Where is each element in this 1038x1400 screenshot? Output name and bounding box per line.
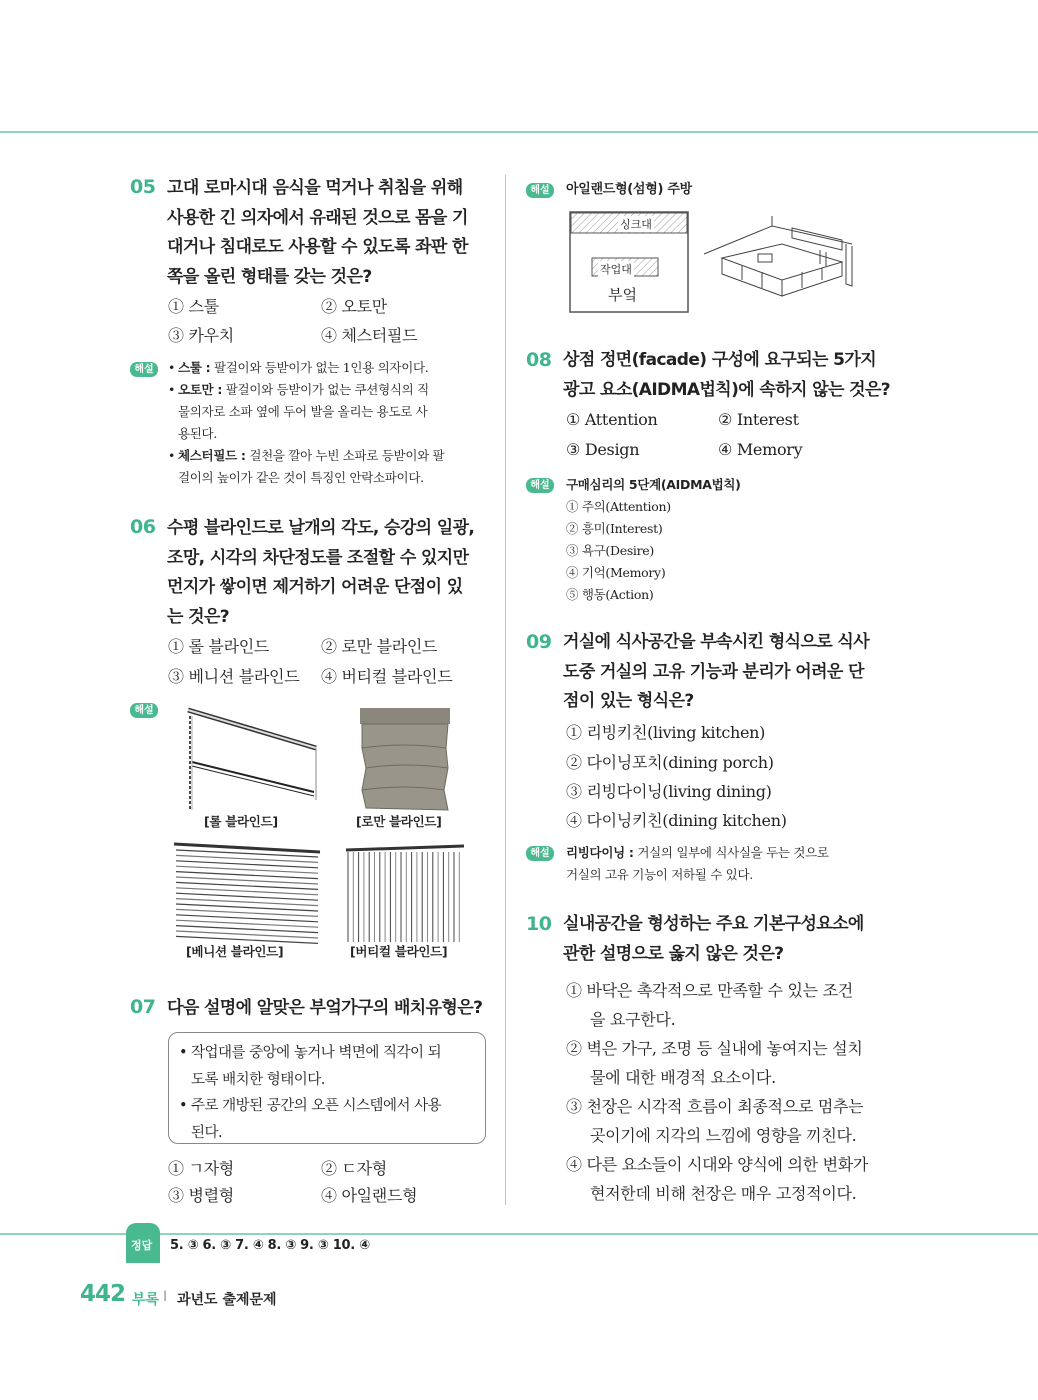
question-number: 05 [130, 176, 156, 198]
explanation-badge: 해설 [130, 362, 158, 377]
option-1[interactable]: ① 바닥은 촉각적으로 만족할 수 있는 조건 을 요구한다. [566, 981, 853, 1029]
caption-vertical-blind: [버티컬 블라인드] [350, 944, 448, 959]
vertical-blind-illustration [344, 844, 468, 944]
question-text: 거실에 식사공간을 부속시킨 형식으로 식사 도중 거실의 고유 기능과 분리가 어려운 단 점이 있는 형식은? [563, 632, 870, 711]
option-3[interactable]: ③ 리빙다이닝(living dining) [566, 782, 772, 801]
option-4[interactable]: ④ 다른 요소들이 시대와 양식에 의한 변화가 현저한데 비해 천장은 매우 고정적이다. [566, 1155, 869, 1203]
option-2[interactable]: ② 오토만 [321, 297, 387, 316]
caption-roll-blind: [롤 블라인드] [204, 814, 278, 829]
option-2[interactable]: ② ㄷ자형 [321, 1159, 387, 1178]
section-label: 부록 [132, 1292, 160, 1308]
venetian-blind-illustration [170, 842, 326, 944]
option-1[interactable]: ① 리빙키친(living kitchen) [566, 723, 766, 742]
section-title: 과년도 출제문제 [177, 1292, 277, 1308]
option-1[interactable]: ① Attention [566, 410, 658, 429]
option-3[interactable]: ③ 병렬형 [168, 1186, 234, 1205]
option-3[interactable]: ③ 베니션 블라인드 [168, 667, 300, 686]
option-3[interactable]: ③ 천장은 시각적 흐름이 최종적으로 멈추는 곳이기에 지각의 느낌에 영향을 끼친다. [566, 1097, 864, 1145]
page-number: 442 [80, 1281, 126, 1307]
explanation-badge: 해설 [526, 478, 554, 493]
option-3[interactable]: ③ Design [566, 440, 640, 459]
question-number: 07 [130, 996, 156, 1018]
option-4[interactable]: ④ Memory [718, 440, 803, 459]
explanation-badge: 해설 [526, 183, 554, 198]
option-4[interactable]: ④ 버티컬 블라인드 [321, 667, 453, 686]
question-number: 08 [526, 349, 552, 371]
question-text: 상점 정면(facade) 구성에 요구되는 5가지 광고 요소(AIDMA법칙)에 속하지 않는 것은? [563, 350, 891, 400]
option-4[interactable]: ④ 다이닝키친(dining kitchen) [566, 811, 787, 830]
question-number: 10 [526, 913, 552, 935]
option-2[interactable]: ② 벽은 가구, 조명 등 실내에 놓여지는 설치 물에 대한 배경적 요소이다. [566, 1039, 863, 1087]
explanation-badge: 해설 [130, 703, 158, 718]
explanation: 구매심리의 5단계(AIDMA법칙) ① 주의(Attention) ② 흥미(Interest) ③ 욕구(Desire) ④ 기억(Memory) ⑤ 행동(Action) [566, 477, 741, 602]
answer-label: 정답 [131, 1239, 153, 1252]
option-3[interactable]: ③ 카우치 [168, 326, 234, 345]
condition-box: • 작업대를 중앙에 놓거나 벽면에 직각이 되 도록 배치한 형태이다. • 주로 개방된 공간의 오픈 시스템에서 사용 된다. [168, 1032, 486, 1144]
option-2[interactable]: ② 로만 블라인드 [321, 637, 438, 656]
explanation-title: 아일랜드형(섬형) 주방 [566, 182, 692, 197]
option-1[interactable]: ① 롤 블라인드 [168, 637, 270, 656]
question-text: 실내공간을 형성하는 주요 기본구성요소에 관한 설명으로 옳지 않은 것은? [563, 914, 864, 964]
caption-roman-blind: [로만 블라인드] [356, 814, 442, 829]
explanation: 리빙다이닝 : 거실의 일부에 식사실을 두는 것으로 거실의 고유 기능이 저하될 수 있다. [566, 845, 829, 882]
question-text: 수평 블라인드로 날개의 각도, 승강의 일광, 조망, 시각의 차단정도를 조절할 수 있지만 먼지가 쌓이면 제거하기 어려운 단점이 있 는 것은? [167, 518, 475, 627]
option-1[interactable]: ① 스툴 [168, 297, 219, 316]
question-text: 고대 로마시대 음식을 먹거나 취침을 위해 사용한 긴 의자에서 유래된 것으로 몸을 기 대거나 침대로도 사용할 수 있도록 좌판 한 쪽을 올린 형태를 갖는 것은? [167, 178, 468, 287]
explanation: • 스툴 : 팔걸이와 등받이가 없는 1인용 의자이다. • 오토만 : 팔걸이와 등받이가 없는 쿠션형식의 직 물의자로 소파 옆에 두어 발을 올리는 용도로 사 용된다. • 체스터필드 : 걸천을 깔아 누빈 소파로 등받이와 팔 걸이의 높이가 같은 것이 특징인 안락소파이다. [168, 360, 445, 485]
option-1[interactable]: ① ㄱ자형 [168, 1159, 234, 1178]
roll-blind-illustration [178, 702, 320, 814]
question-number: 09 [526, 631, 552, 653]
island-kitchen-sketch [702, 214, 856, 310]
column-divider [505, 175, 506, 1205]
answer-key: 5. ③ 6. ③ 7. ④ 8. ③ 9. ③ 10. ④ [170, 1238, 370, 1253]
caption-venetian-blind: [베니션 블라인드] [186, 944, 284, 959]
section-separator: I [163, 1289, 168, 1305]
top-rule [0, 131, 1038, 133]
option-4[interactable]: ④ 체스터필드 [321, 326, 418, 345]
option-2[interactable]: ② 다이닝포치(dining porch) [566, 753, 774, 772]
explanation-badge: 해설 [526, 846, 554, 861]
question-number: 06 [130, 516, 156, 538]
worktop-label: 작업대 [600, 263, 632, 276]
roman-blind-illustration [358, 706, 452, 812]
option-4[interactable]: ④ 아일랜드형 [321, 1186, 418, 1205]
kitchen-label: 부엌 [608, 286, 637, 304]
sink-label: 싱크대 [620, 218, 652, 231]
question-text: 다음 설명에 알맞은 부엌가구의 배치유형은? [167, 998, 483, 1018]
option-2[interactable]: ② Interest [718, 410, 799, 429]
